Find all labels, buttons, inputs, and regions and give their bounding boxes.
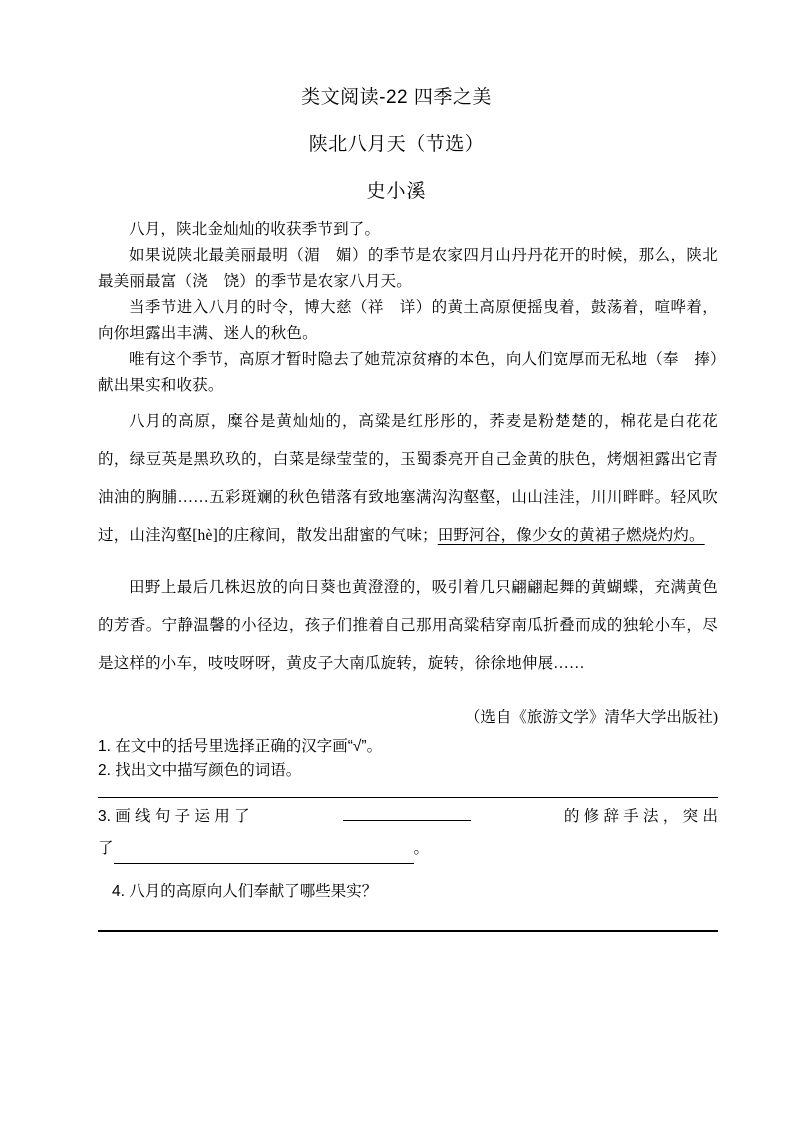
answer-line-q4[interactable] [98, 930, 718, 932]
passage-paragraph: 八月，陕北金灿灿的收获季节到了。 [129, 221, 381, 238]
question-3-text-part1: 3. 画 线 句 子 运 用 了 [98, 808, 250, 825]
answer-line-q2[interactable] [98, 797, 718, 798]
passage-author: 史小溪 [366, 181, 427, 202]
paragraph-spacer [98, 555, 718, 565]
passage-paragraph: 唯有这个季节，高原才暂时隐去了她荒凉贫瘠的本色，向人们宽厚而无私地（奉 捧）献出果实和收获。 [98, 351, 718, 394]
answer-blank-q3-b[interactable] [114, 845, 414, 864]
passage-body [0, 217, 793, 683]
passage-paragraph: 如果说陕北最美丽最明（湄 媚）的季节是农家四月山丹丹花开的时候，那么，陕北最美丽最富（浇 饶）的季节是农家八月天。 [98, 247, 718, 290]
question-2: 2. 找出文中描写颜色的词语。 [98, 762, 302, 779]
question-4: 4. 八月的高原向人们奉献了哪些果实？ [112, 882, 378, 900]
passage-paragraph-final: 田野上最后几株迟放的向日葵也黄澄澄的，吸引着几只翩翩起舞的黄蝴蝶，充满黄色的芳香。宁静温馨的小径边，孩子们推着自己那用高粱秸穿南瓜折叠而成的独轮小车，尽是这样的小车，吱吱呀呀，黄皮子大南瓜旋转，旋转，徐徐地伸展…… [98, 579, 718, 672]
answer-blank-q3-a[interactable] [343, 802, 471, 821]
question-3-text-part4: 。 [413, 840, 430, 857]
passage-text-underlined: 田野河谷，像少女的黄裙子燃烧灼灼。 [437, 527, 705, 544]
question-3-text-part3: 了 [98, 840, 114, 857]
source-attribution: （选自《旅游文学》清华大学出版社) [464, 709, 718, 726]
question-4-wrapper [98, 880, 718, 904]
passage-text-plain: 八月的高原，糜谷是黄灿灿的，高粱是红彤彤的，荞麦是粉楚楚的，棉花是白花花的，绿豆英是黑玖玖的，白菜是绿莹莹的，玉蜀黍亮开自己金黄的肤色，烤烟袒露出它青油油的胸脯……五彩斑斓的秋色错落有致地塞满沟沟壑壑，山山洼洼，川川畔畔。轻风吹过，山洼沟壑[hè]的庄稼间，散发出甜蜜的气味； [98, 413, 718, 544]
question-3 [98, 802, 718, 864]
questions-section [0, 735, 793, 932]
page-title: 类文阅读-22 四季之美 [301, 87, 492, 108]
question-1: 1. 在文中的括号里选择正确的汉字画“√”。 [98, 738, 383, 755]
question-3-text-part2: 的 修 辞 手 法 ， 突 出 [563, 808, 718, 825]
passage-paragraph-descriptive [98, 403, 718, 555]
passage-paragraph: 当季节进入八月的时令，博大慈（祥 详）的黄土高原便摇曳着，鼓荡着，喧哗着，向你坦露出丰满、迷人的秋色。 [98, 299, 718, 342]
passage-subtitle: 陕北八月天（节选） [308, 134, 485, 155]
